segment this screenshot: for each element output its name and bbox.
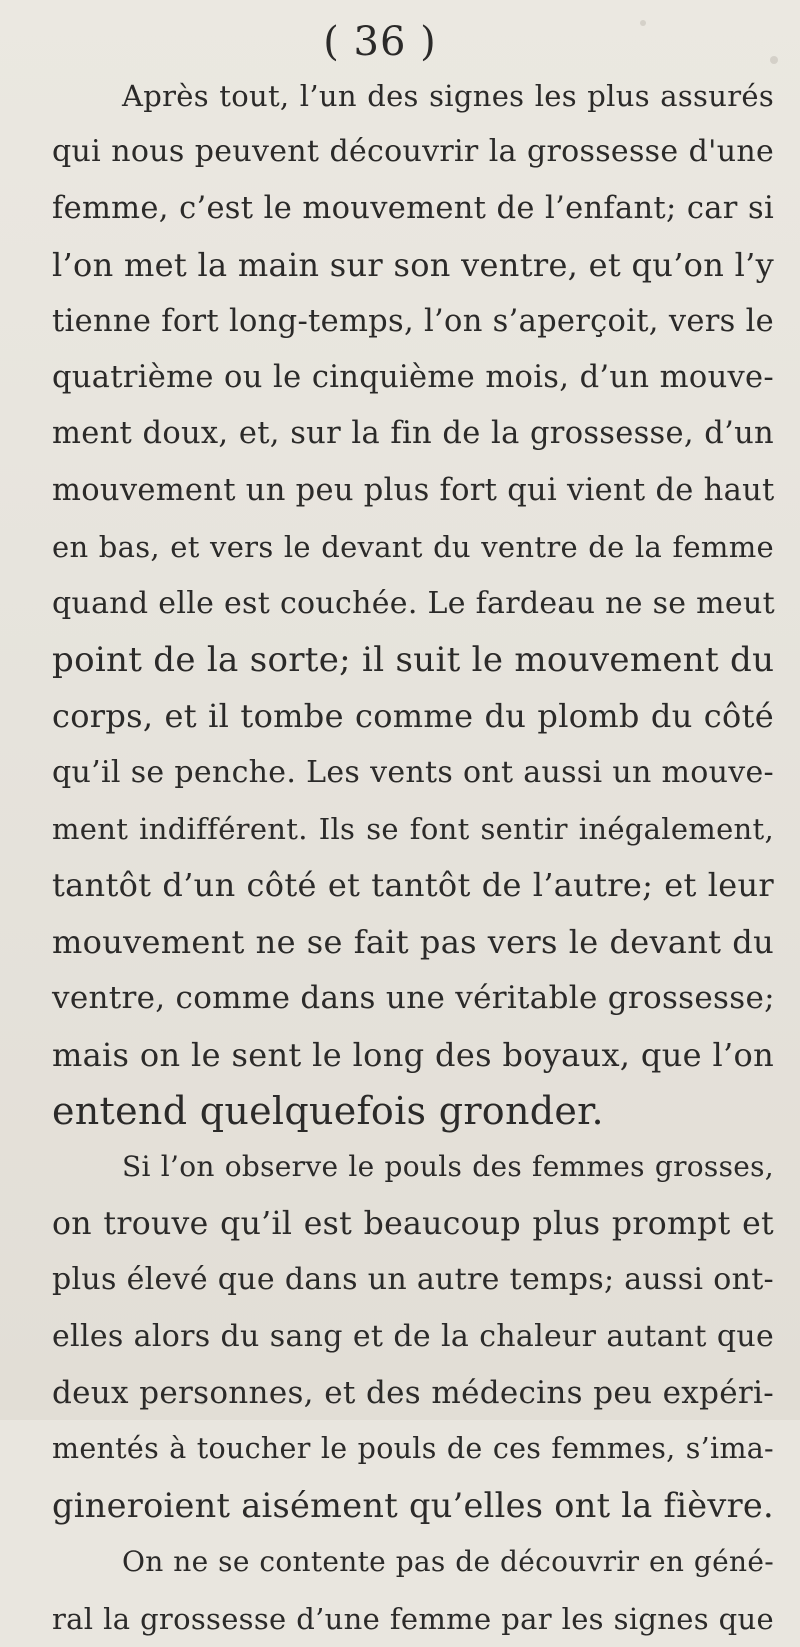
text-line: entend quelquefois gronder. bbox=[52, 1089, 604, 1134]
text-line: plus élevé que dans un autre temps; aussi ont- bbox=[52, 1262, 774, 1298]
text-line: point de la sorte; il suit le mouvement du bbox=[52, 639, 775, 680]
text-line: mentés à toucher le pouls de ces femmes, s’ima- bbox=[52, 1432, 774, 1466]
text-line: tienne fort long-temps, l’on s’aperçoit, vers le bbox=[52, 303, 774, 339]
page-number: ( 36 ) bbox=[323, 19, 437, 65]
text-line: corps, et il tombe comme du plomb du côté bbox=[52, 697, 774, 736]
text-line: elles alors du sang et de la chaleur autant que bbox=[52, 1318, 774, 1354]
text-line: On ne se contente pas de découvrir en géné- bbox=[122, 1545, 774, 1579]
text-line: ral la grossesse d’une femme par les signes que bbox=[52, 1601, 774, 1636]
text-line: Si l’on observe le pouls des femmes grosses, bbox=[122, 1150, 774, 1184]
text-line: Après tout, l’un des signes les plus assurés bbox=[122, 79, 774, 113]
text-line: quatrième ou le cinquième mois, d’un mouve- bbox=[52, 359, 774, 395]
text-line: qui nous peuvent découvrir la grossesse d'une bbox=[52, 134, 774, 170]
text-line: quand elle est couchée. Le fardeau ne se meut bbox=[52, 585, 775, 621]
text-line: on trouve qu’il est beaucoup plus prompt et bbox=[52, 1205, 774, 1242]
paper-stain bbox=[770, 56, 778, 64]
text-line: deux personnes, et des médecins peu expéri- bbox=[52, 1374, 774, 1411]
text-line: femme, c’est le mouvement de l’enfant; car si bbox=[52, 190, 774, 226]
text-line: mouvement ne se fait pas vers le devant du bbox=[52, 922, 774, 961]
text-line: mais on le sent le long des boyaux, que l’on bbox=[52, 1035, 774, 1074]
text-line: gineroient aisément qu’elles ont la fièvre. bbox=[52, 1485, 774, 1525]
text-line: ment indifférent. Ils se font sentir inégalement, bbox=[52, 812, 774, 847]
text-line: ventre, comme dans une véritable grossesse; bbox=[52, 980, 775, 1017]
text-line: tantôt d’un côté et tantôt de l’autre; et leur bbox=[52, 866, 774, 905]
text-line: en bas, et vers le devant du ventre de la femme bbox=[52, 530, 774, 565]
text-line: ment doux, et, sur la fin de la grossesse, d’un bbox=[52, 416, 774, 452]
body-text bbox=[52, 68, 774, 1647]
text-line: mouvement un peu plus fort qui vient de haut bbox=[52, 472, 775, 508]
text-line: qu’il se penche. Les vents ont aussi un mouve- bbox=[52, 754, 774, 790]
text-line: l’on met la main sur son ventre, et qu’on l’y bbox=[52, 246, 774, 285]
